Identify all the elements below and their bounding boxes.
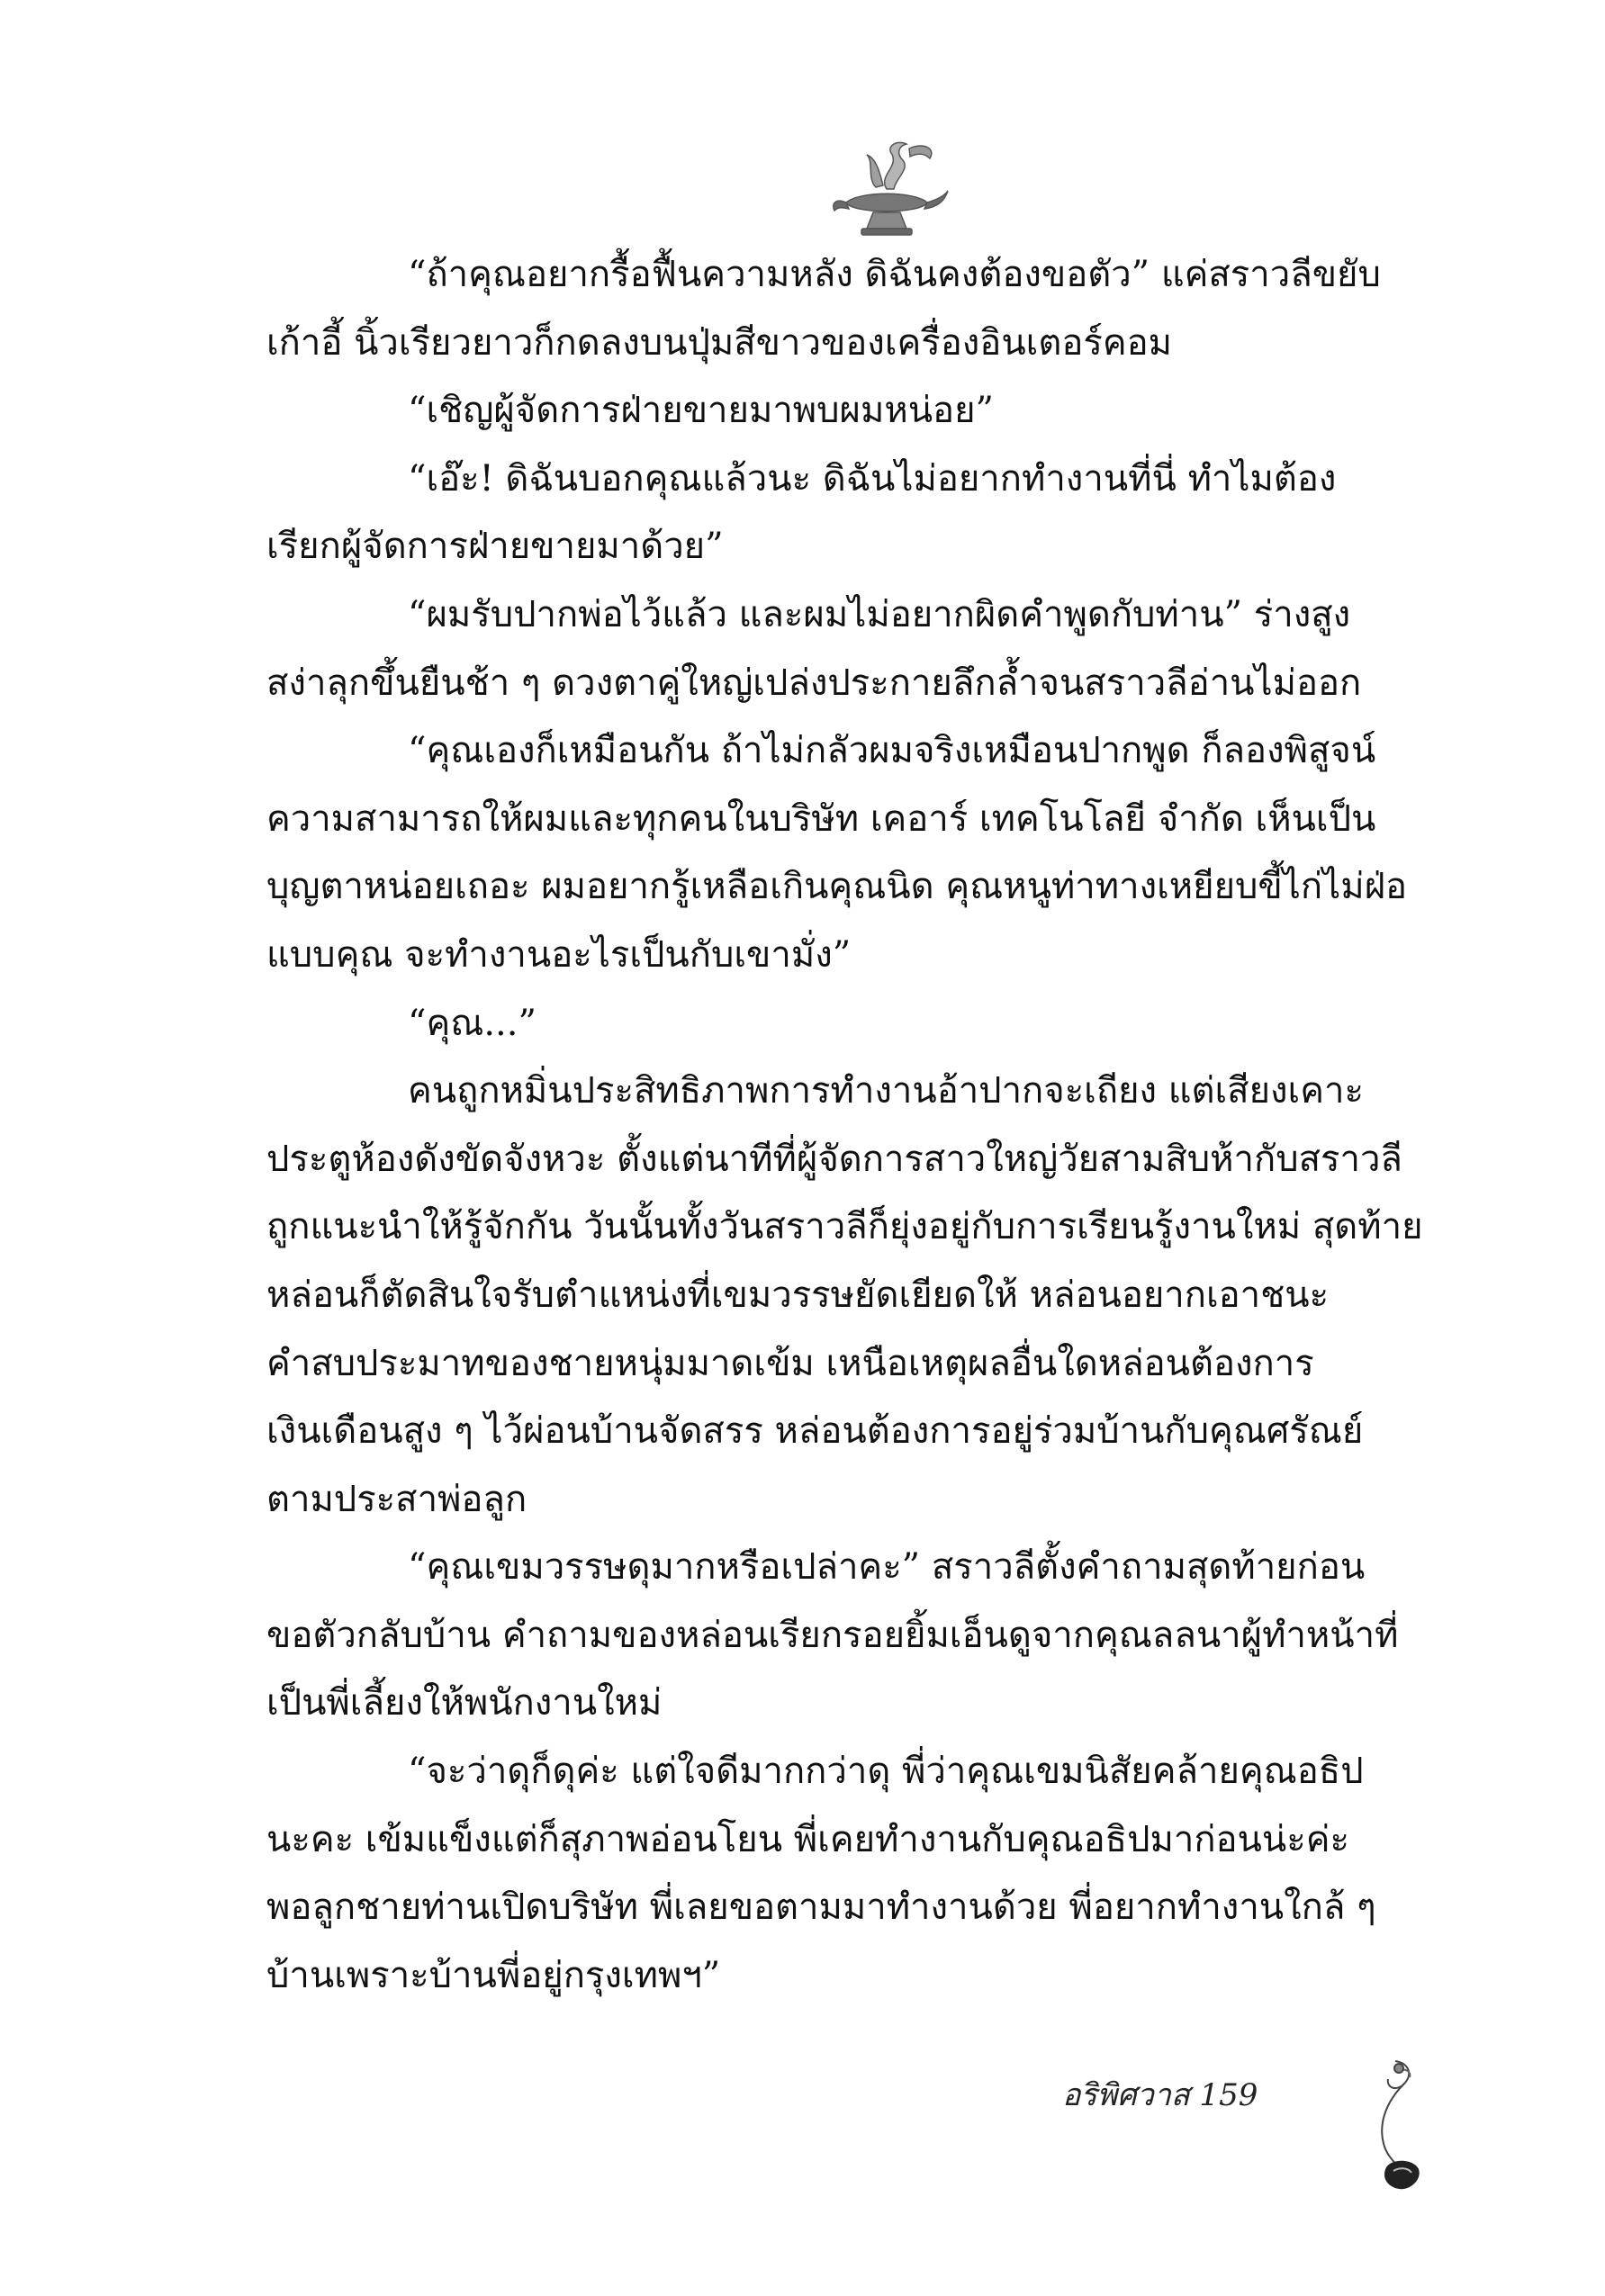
text-line-21: ขอตัวกลับบ้าน คำถามของหล่อนเรียกรอยยิ้มเอ็นดูจากคุณลลนาผู้ทำหน้าที่ [266, 1614, 1399, 1656]
text-line-22: เป็นพี่เลี้ยงให้พนักงานใหม่ [266, 1682, 663, 1724]
page-footer [1062, 2052, 1476, 2196]
text-line-19: ตามประสาพ่อลูก [266, 1478, 527, 1520]
folio [1062, 2070, 1258, 2119]
text-line-8: “คุณเองก็เหมือนกัน ถ้าไม่กลัวผมจริงเหมือนปากพูด ก็ลองพิสูจน์ [408, 730, 1376, 772]
text-line-1: “ถ้าคุณอยากรื้อฟื้นความหลัง ดิฉันคงต้องขอตัว” แค่สราวลีขยับ [408, 254, 1381, 295]
text-line-7: สง่าลุกขึ้นยืนช้า ๆ ดวงตาคู่ใหญ่เปล่งประกายลึกล้ำจนสราวลีอ่านไม่ออก [266, 662, 1362, 704]
text-line-26: บ้านเพราะบ้านพี่อยู่กรุงเทพฯ” [266, 1954, 721, 1996]
fairy-ornament-icon [1359, 2052, 1431, 2196]
body-text [266, 241, 1464, 2010]
text-line-13: คนถูกหมิ่นประสิทธิภาพการทำงานอ้าปากจะเถียง แต่เสียงเคาะ [408, 1070, 1364, 1112]
text-line-17: คำสบประมาทของชายหนุ่มมาดเข้ม เหนือเหตุผลอื่นใดหล่อนต้องการ [266, 1342, 1314, 1384]
text-line-3: “เชิญผู้จัดการฝ่ายขายมาพบผมหน่อย” [408, 390, 994, 432]
text-line-4: “เอ๊ะ! ดิฉันบอกคุณแล้วนะ ดิฉันไม่อยากทำงานที่นี่ ทำไมต้อง [408, 457, 1337, 500]
text-line-16: หล่อนก็ตัดสินใจรับตำแหน่งที่เขมวรรษยัดเยียดให้ หล่อนอยากเอาชนะ [266, 1274, 1330, 1316]
text-line-18: เงินเดือนสูง ๆ ไว้ผ่อนบ้านจัดสรร หล่อนต้องการอยู่ร่วมบ้านกับคุณศรัณย์ [266, 1410, 1364, 1453]
text-line-23: “จะว่าดุก็ดุค่ะ แต่ใจดีมากกว่าดุ พี่ว่าคุณเขมนิสัยคล้ายคุณอธิป [408, 1751, 1364, 1793]
text-line-24: นะคะ เข้มแข็งแต่ก็สุภาพอ่อนโยน พี่เคยทำงานกับคุณอธิปมาก่อนน่ะค่ะ [266, 1818, 1349, 1860]
text-line-11: แบบคุณ จะทำงานอะไรเป็นกับเขามั่ง” [266, 933, 852, 976]
genie-lamp-icon [824, 135, 950, 239]
text-line-2: เก้าอี้ นิ้วเรียวยาวก็กดลงบนปุ่มสีขาวของเครื่องอินเตอร์คอม [266, 321, 1172, 364]
text-line-6: “ผมรับปากพ่อไว้แล้ว และผมไม่อยากผิดคำพูดกับท่าน” ร่างสูง [408, 593, 1351, 635]
text-line-20: “คุณเขมวรรษดุมากหรือเปล่าคะ” สราวลีตั้งคำถามสุดท้ายก่อน [408, 1546, 1366, 1589]
text-line-10: บุญตาหน่อยเถอะ ผมอยากรู้เหลือเกินคุณนิด คุณหนูท่าทางเหยียบขี้ไก่ไม่ฝ่อ [266, 866, 1408, 908]
text-line-9: ความสามารถให้ผมและทุกคนในบริษัท เคอาร์ เทคโนโลยี จำกัด เห็นเป็น [266, 797, 1376, 840]
page-number: 159 [1199, 2077, 1258, 2113]
text-line-5: เรียกผู้จัดการฝ่ายขายมาด้วย” [266, 526, 724, 568]
text-line-14: ประตูห้องดังขัดจังหวะ ตั้งแต่นาทีที่ผู้จัดการสาวใหญ่วัยสามสิบห้ากับสราวลี [266, 1138, 1402, 1180]
text-line-15: ถูกแนะนำให้รู้จักกัน วันนั้นทั้งวันสราวลีก็ยุ่งอยู่กับการเรียนรู้งานใหม่ สุดท้าย [266, 1206, 1423, 1248]
running-title: อริพิศวาส [1062, 2077, 1190, 2113]
text-line-25: พอลูกชายท่านเปิดบริษัท พี่เลยขอตามมาทำงานด้วย พี่อยากทำงานใกล้ ๆ [266, 1886, 1376, 1929]
text-line-12: “คุณ...” [408, 1002, 537, 1044]
